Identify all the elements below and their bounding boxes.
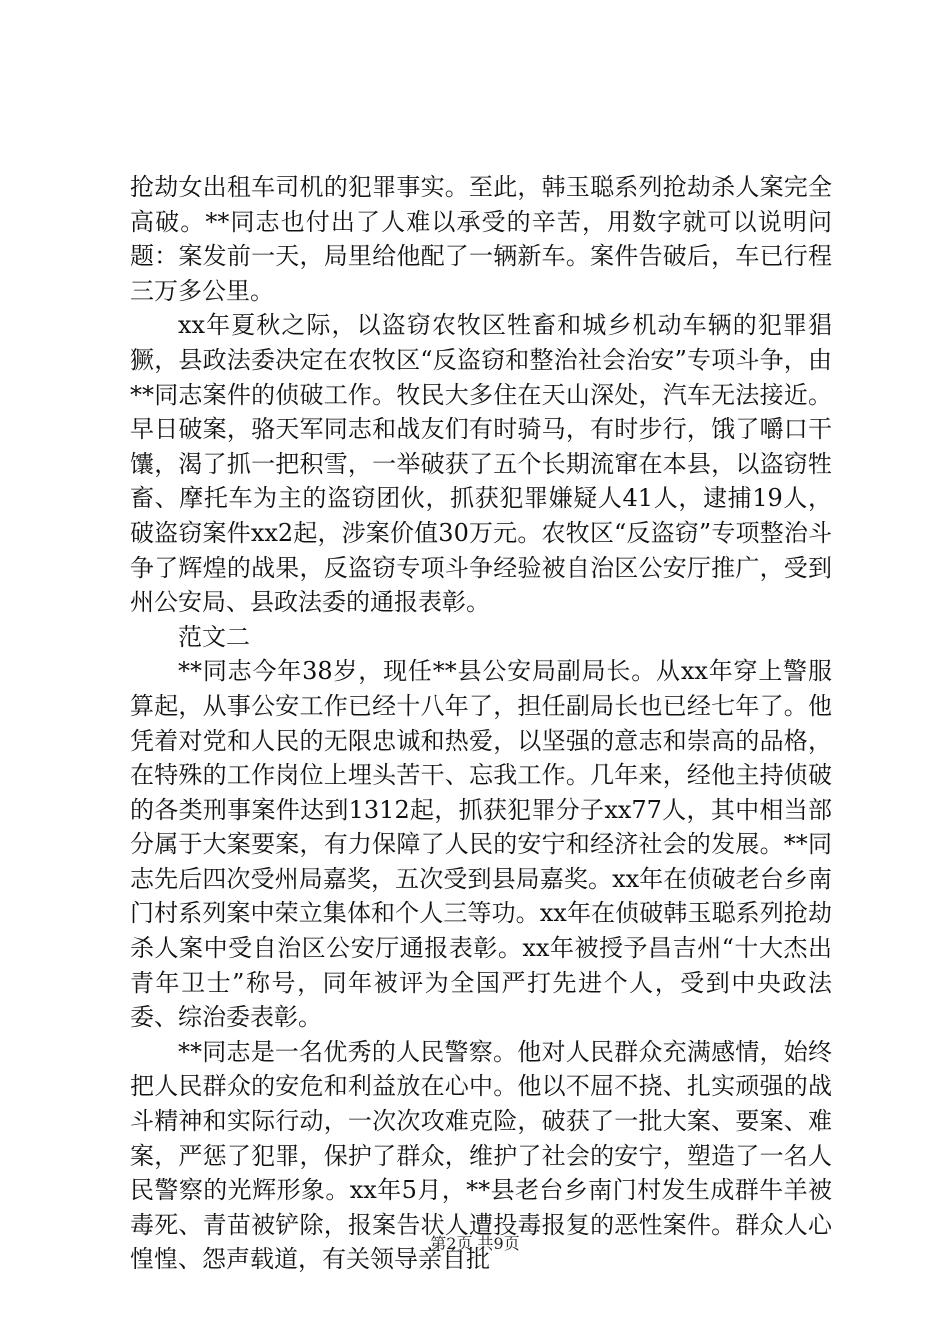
document-body: [130, 170, 832, 1277]
paragraph-4: **同志是一名优秀的人民警察。他对人民群众充满感情，始终把人民群众的安危和利益放在心中。他以不屈不挠、扎实顽强的战斗精神和实际行动，一次次攻难克险，破获了一批大案、要案、难案，严惩了犯罪，保护了群众，维护了社会的安宁，塑造了一名人民警察的光辉形象。xx年5月，**县老台乡南门村发生成群牛羊被毒死、青苗被铲除，报案告状人遭投毒报复的恶性案件。群众人心惶惶、怨声载道，有关领导亲自批: [130, 1037, 832, 1274]
paragraph-3: **同志今年38岁，现任**县公安局副局长。从xx年穿上警服算起，从事公安工作已经十八年了，担任副局长也已经七年了。他凭着对党和人民的无限忠诚和热爱，以坚强的意志和崇高的品格，在特殊的工作岗位上埋头苦干、忘我工作。几年来，经他主持侦破的各类刑事案件达到1312起，抓获犯罪分子xx77人，其中相当部分属于大案要案，有力保障了人民的安宁和经济社会的发展。**同志先后四次受州局嘉奖，五次受到县局嘉奖。xx年在侦破老台乡南门村系列案中荣立集体和个人三等功。xx年在侦破韩玉聪系列抢劫杀人案中受自治区公安厅通报表彰。xx年被授予昌吉州“十大杰出青年卫士”称号，同年被评为全国严打先进个人，受到中央政法委、综治委表彰。: [130, 657, 832, 1032]
paragraph-1: 抢劫女出租车司机的犯罪事实。至此，韩玉聪系列抢劫杀人案完全高破。**同志也付出了人难以承受的辛苦，用数字就可以说明问题：案发前一天，局里给他配了一辆新车。案件告破后，车已行程三万多公里。: [130, 173, 832, 305]
section-heading: 范文二: [178, 622, 250, 651]
page-number: 第2页 共9页: [430, 1234, 520, 1253]
page-footer: [0, 1234, 950, 1254]
paragraph-2: xx年夏秋之际，以盗窃农牧区牲畜和城乡机动车辆的犯罪猖獗，县政法委决定在农牧区“反盗窃和整治社会治安”专项斗争，由**同志案件的侦破工作。牧民大多住在天山深处，汽车无法接近。早日破案，骆天军同志和战友们有时骑马，有时步行，饿了嚼口干馕，渴了抓一把积雪，一举破获了五个长期流窜在本县，以盗窃牲畜、摩托车为主的盗窃团伙，抓获犯罪嫌疑人41人，逮捕19人，破盗窃案件xx2起，涉案价值30万元。农牧区“反盗窃”专项整治斗争了辉煌的战果，反盗窃专项斗争经验被自治区公安厅推广，受到州公安局、县政法委的通报表彰。: [130, 311, 832, 617]
